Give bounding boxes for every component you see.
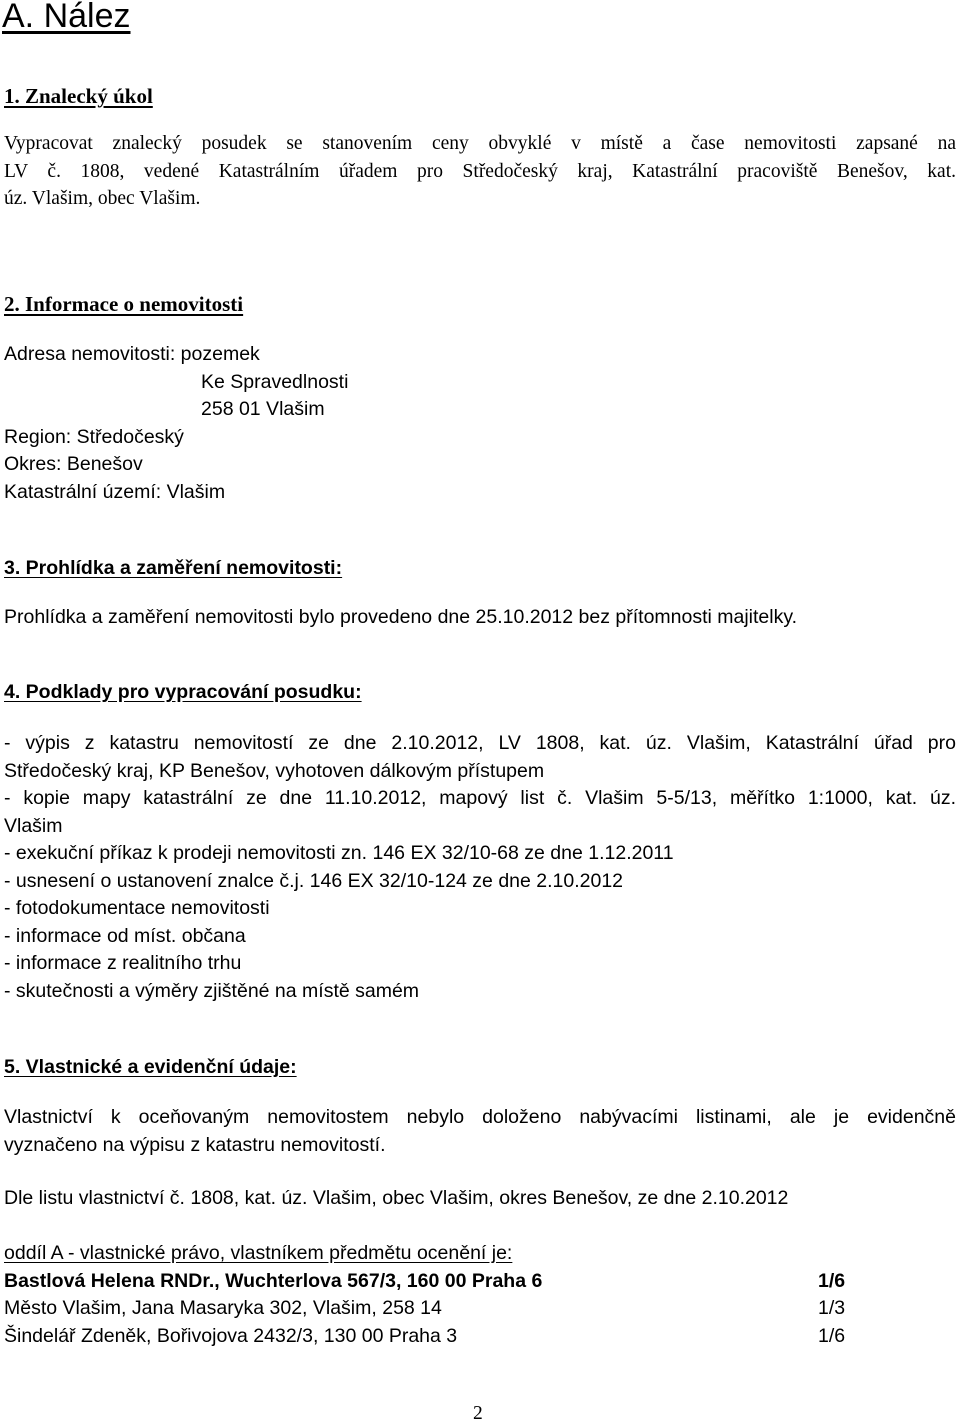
owner-row-3 [4, 1323, 457, 1351]
s1-line-3: úz. Vlašim, obec Vlašim. [4, 188, 201, 209]
s4-line-4: Vlašim [4, 814, 63, 837]
owner-share-2: 1/3 [818, 1297, 846, 1319]
owners-heading: oddíl A - vlastnické právo, vlastníkem předmětu ocenění je: [4, 1242, 513, 1264]
s1-line-2: LV č. 1808, vedené Katastrálním úřadem pro Středočeský kraj, Katastrální pracoviště Benešov, kat. [4, 160, 956, 182]
owner-address: , Wuchterlova 567/3, 160 00 Praha 6 [214, 1269, 543, 1292]
owner-row-1 [4, 1268, 542, 1296]
owner-name: Bastlová Helena RNDr. [4, 1269, 215, 1292]
s4-line-6: - usnesení o ustanovení znalce č.j. 146 EX 32/10-124 ze dne 2.10.2012 [4, 869, 624, 892]
owner-address: Město Vlašim, Jana Masaryka 302, Vlašim, 258 14 [4, 1297, 442, 1319]
s4-line-10: - skutečnosti a výměry zjištěné na místě samém [4, 979, 420, 1002]
address-city: 258 01 Vlašim [201, 398, 325, 420]
s4-line-3: - kopie mapy katastrální ze dne 11.10.2012, mapový list č. Vlašim 5-5/13, měřítko 1:1000, kat. úz. [4, 787, 956, 809]
katastralni-uzemi: Katastrální území: Vlašim [4, 480, 226, 503]
s4-line-8: - informace od míst. občana [4, 924, 246, 947]
section-5-heading: 5. Vlastnické a evidenční údaje: [4, 1056, 297, 1078]
owner-address: Šindelář Zdeněk, Bořivojova 2432/3, 130 00 Praha 3 [4, 1324, 458, 1347]
s5-para1-line-2: vyznačeno na výpisu z katastru nemovitostí. [4, 1133, 386, 1156]
s5-para1-line-1: Vlastnictví k oceňovaným nemovitostem nebylo doloženo nabývacími listinami, ale je evidenčně [4, 1106, 956, 1128]
page-number: 2 [473, 1403, 483, 1424]
owner-share-1: 1/6 [818, 1269, 846, 1292]
section-2-heading: 2. Informace o nemovitosti [4, 292, 244, 316]
s5-para2: Dle listu vlastnictví č. 1808, kat. úz. Vlašim, obec Vlašim, okres Benešov, ze dne 2.10.2012 [4, 1187, 789, 1209]
s1-line-1: Vypracovat znalecký posudek se stanovením ceny obvyklé v místě a čase nemovitosti zapsané na [4, 133, 956, 154]
okres: Okres: Benešov [4, 453, 143, 475]
address-street: Ke Spravedlnosti [201, 370, 349, 393]
region: Region: Středočeský [4, 425, 184, 448]
section-4-heading: 4. Podklady pro vypracování posudku: [4, 681, 362, 703]
s4-line-1: - výpis z katastru nemovitostí ze dne 2.10.2012, LV 1808, kat. úz. Vlašim, Katastrální úřad pro [4, 732, 956, 754]
address-label: Adresa nemovitosti: pozemek [4, 343, 260, 365]
s4-line-2: Středočeský kraj, KP Benešov, vyhotoven dálkovým přístupem [4, 759, 545, 782]
s4-line-9: - informace z realitního trhu [4, 952, 242, 974]
s4-line-7: - fotodokumentace nemovitosti [4, 897, 270, 919]
owner-share-3: 1/6 [818, 1324, 846, 1347]
section-3-heading: 3. Prohlídka a zaměření nemovitosti: [4, 557, 343, 579]
page-title: A. Nález [2, 0, 131, 35]
s4-line-5: - exekuční příkaz k prodeji nemovitosti zn. 146 EX 32/10-68 ze dne 1.12.2011 [4, 842, 674, 864]
s3-text: Prohlídka a zaměření nemovitosti bylo provedeno dne 25.10.2012 bez přítomnosti majitelky. [4, 606, 798, 628]
section-1-heading: 1. Znalecký úkol [4, 84, 153, 108]
owner-row-2 [4, 1295, 442, 1323]
